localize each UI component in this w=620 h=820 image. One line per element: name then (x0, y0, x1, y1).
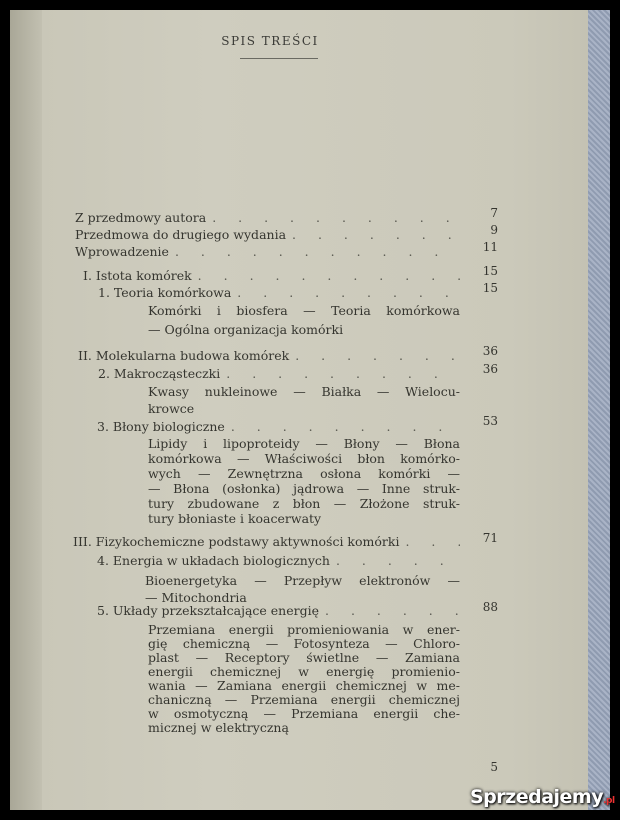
toc-description: micznej w elektryczną (148, 720, 289, 735)
toc-entry: Wprowadzenie . . . (75, 244, 460, 259)
toc-page: 15 (482, 264, 498, 278)
toc-description: gię chemiczną — Fotosynteza — Chloro- (148, 636, 460, 651)
toc-page: 36 (482, 362, 498, 376)
toc-chapter: I. Istota komórek . . . (83, 268, 460, 283)
toc-description: Kwasy nukleinowe — Białka — Wielocu- (148, 384, 460, 399)
toc-description: energii chemicznej w energię promienio- (148, 664, 460, 679)
toc-page: 88 (482, 600, 498, 614)
toc-description: krowce (148, 401, 195, 416)
toc-section: 5. Układy przekształcające energię . . . (97, 603, 460, 618)
toc-description: Przemiana energii promieniowania w ener- (148, 622, 460, 637)
toc-section: 2. Makrocząsteczki . . . (98, 366, 460, 381)
toc-description: w osmotyczną — Przemiana energii che- (148, 706, 460, 721)
toc-page: 36 (482, 344, 498, 358)
toc-entry: Z przedmowy autora . . . (75, 210, 460, 225)
toc-description: — Błona (osłonka) jądrowa — Inne struk- (148, 481, 460, 496)
toc-chapter: II. Molekularna budowa komórek . . . (78, 348, 460, 363)
toc-description: komórkowa — Właściwości błon komórko- (148, 451, 460, 466)
toc-page: 7 (490, 206, 498, 220)
toc-page: 71 (482, 531, 498, 545)
toc-description: Komórki i biosfera — Teoria komórkowa (148, 303, 460, 318)
toc-chapter: III. Fizykochemiczne podstawy aktywności komórki . . . (73, 534, 460, 549)
toc-description: tury zbudowane z błon — Złożone struk- (148, 496, 460, 511)
toc-description: chaniczną — Przemiana energii chemicznej (148, 692, 460, 707)
toc-description: — Ogólna organizacja komórki (148, 322, 344, 337)
page-title: SPIS TREŚCI (221, 34, 319, 48)
toc-description: — Mitochondria (145, 590, 247, 605)
title-rule (240, 58, 318, 59)
toc-description: Bioenergetyka — Przepływ elektronów — (145, 573, 460, 588)
toc-page: 53 (482, 414, 498, 428)
page-number: 5 (490, 760, 498, 774)
toc-description: wania — Zamiana energii chemicznej w me- (148, 678, 460, 693)
toc-page: 11 (482, 240, 498, 254)
toc-description: Lipidy i lipoproteidy — Błony — Błona (148, 436, 460, 451)
toc-description: plast — Receptory świetlne — Zamiana (148, 650, 460, 665)
toc-section: 3. Błony biologiczne . . . (97, 419, 460, 434)
toc-page: 9 (490, 223, 498, 237)
toc-page: 15 (482, 281, 498, 295)
toc-description: tury błoniaste i koacerwaty (148, 511, 322, 526)
toc-description: wych — Zewnętrzna osłona komórki — (148, 466, 460, 481)
watermark-logo: Sprzedajemy.pl (470, 786, 615, 808)
toc-section: 4. Energia w układach biologicznych . . . (97, 553, 460, 568)
page-edge (10, 10, 42, 810)
toc-entry: Przedmowa do drugiego wydania . . . (75, 227, 460, 242)
toc-section: 1. Teoria komórkowa . . . (98, 285, 460, 300)
